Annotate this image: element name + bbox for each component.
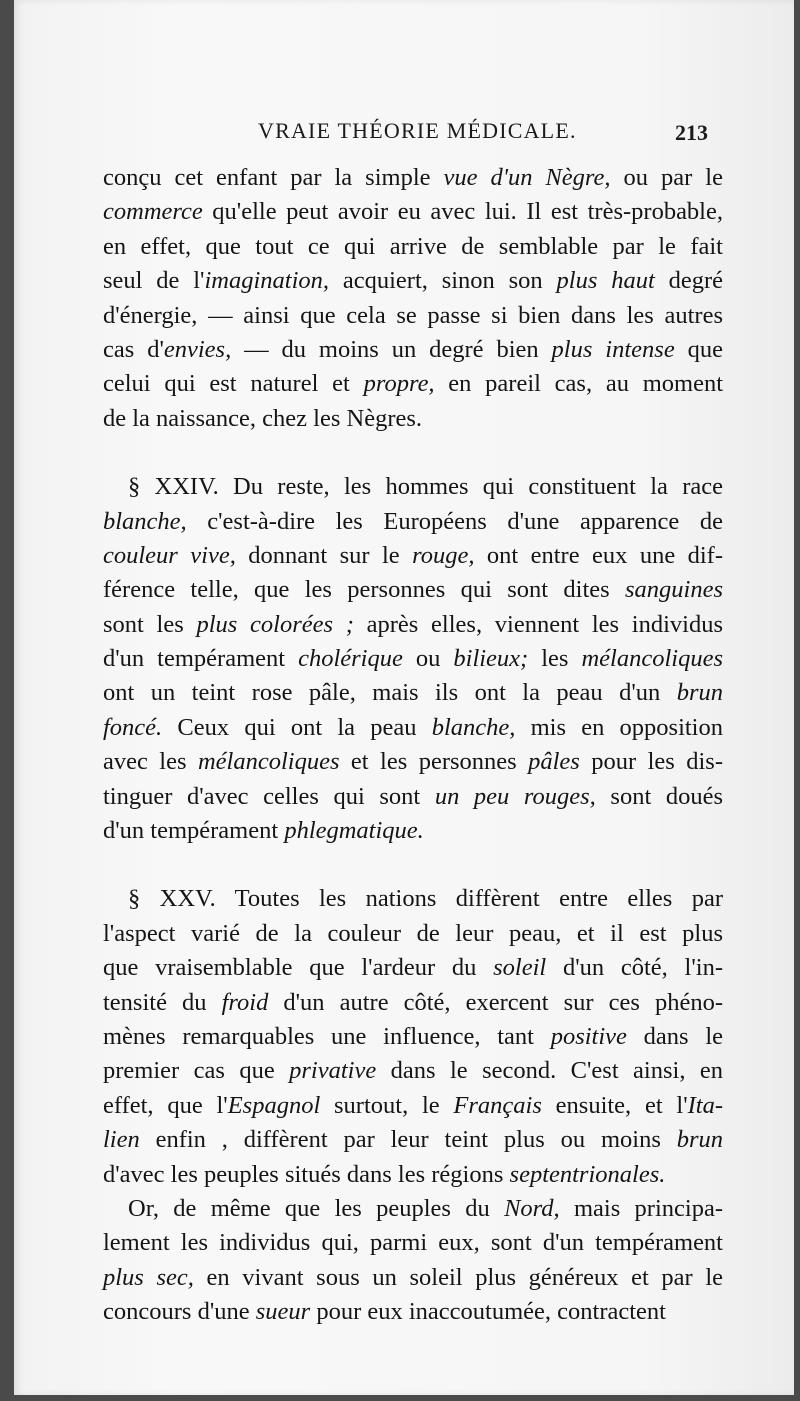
text-segment: conçu cet enfant par la simple (103, 164, 444, 191)
italic-text: foncé. (103, 713, 163, 741)
text-segment: ou par le (610, 164, 723, 191)
text-segment: — du moins un degré bien (231, 335, 552, 363)
italic-text: soleil (493, 954, 547, 982)
text-segment: premier cas que (103, 1057, 290, 1085)
italic-text: imagination, (204, 267, 330, 295)
paragraph (103, 161, 723, 436)
italic-text: mélancoliques (197, 748, 340, 776)
text-segment: sont doués (595, 782, 723, 810)
text-segment: d'un tempérament (103, 645, 299, 673)
text-line (103, 1295, 723, 1329)
italic-text: envies, (163, 335, 232, 363)
text-segment: degré (654, 267, 723, 295)
text-segment: seul de l' (103, 267, 205, 295)
italic-text: Espagnol (227, 1091, 321, 1119)
text-segment: concours d'une (103, 1298, 256, 1326)
text-line (103, 505, 723, 539)
text-segment: ensuite, et l' (541, 1091, 688, 1119)
italic-text: vue d'un Nègre, (443, 164, 611, 191)
text-line (103, 1020, 723, 1054)
text-segment: tensité du (103, 988, 222, 1016)
text-segment: surtout, le (320, 1091, 454, 1119)
text-line (103, 642, 723, 676)
text-segment: d'un autre côté, exercent sur ces phéno- (268, 988, 723, 1016)
text-line (103, 539, 723, 573)
page-number: 213 (675, 120, 708, 145)
italic-text: couleur vive, (103, 541, 236, 569)
italic-text: Français (453, 1091, 542, 1119)
text-line (103, 1192, 723, 1226)
paragraph (103, 1192, 723, 1330)
text-line (103, 917, 723, 951)
text-line (103, 986, 723, 1020)
text-line (103, 1158, 723, 1192)
italic-text: Ita- (687, 1091, 723, 1119)
italic-text: plus sec, (103, 1263, 194, 1291)
text-segment: effet, que l' (103, 1091, 228, 1119)
running-title: VRAIE THÉORIE MÉDICALE. (258, 118, 577, 143)
italic-text: propre, (363, 370, 435, 398)
italic-text: brun (676, 1126, 723, 1154)
text-segment: mis en opposition (515, 713, 723, 741)
text-line (103, 1089, 723, 1123)
text-line (103, 402, 723, 436)
text-segment: Or, de même que les peuples du (128, 1194, 505, 1222)
italic-text: septentrionales. (509, 1160, 666, 1188)
text-segment: d'énergie, — ainsi que cela se passe si bien dans les autres (103, 301, 723, 329)
italic-text: froid (221, 988, 269, 1016)
italic-text: phlegmatique. (284, 817, 424, 845)
italic-text: blanche, (431, 713, 516, 741)
text-line (103, 367, 723, 401)
text-segment: avec les (103, 748, 198, 776)
text-line (103, 299, 723, 333)
italic-text: sueur (255, 1298, 311, 1326)
paragraph (103, 470, 723, 848)
text-segment: mènes remarquables une influence, tant (103, 1022, 551, 1050)
text-line (103, 470, 723, 504)
text-segment: en pareil cas, au moment (434, 370, 723, 398)
text-segment: ont entre eux une dif- (474, 541, 723, 569)
text-line (103, 1054, 723, 1088)
text-line (103, 333, 723, 367)
text-segment: c'est-à-dire les Européens d'une apparence de (186, 507, 723, 535)
page-header (0, 118, 800, 148)
text-line (103, 711, 723, 745)
italic-text: commerce (103, 198, 203, 226)
italic-text: bilieux; (453, 645, 529, 673)
text-line (103, 882, 723, 916)
text-segment: dans le second. C'est ainsi, en (376, 1057, 723, 1085)
text-line (103, 1123, 723, 1157)
text-segment: celui qui est naturel et (103, 370, 364, 398)
italic-text: plus intense (551, 335, 675, 363)
body-text (103, 161, 723, 1330)
text-segment: ont un teint rose pâle, mais ils ont la peau d'un (103, 679, 677, 707)
text-segment: en effet, que tout ce qui arrive de semblable par le fait (103, 232, 723, 260)
text-line (103, 195, 723, 229)
text-segment: d'un côté, l'in- (546, 954, 723, 982)
text-segment: en vivant sous un soleil plus généreux et par le (193, 1263, 724, 1291)
italic-text: plus colorées ; (196, 610, 354, 638)
text-segment: après elles, viennent les individus (353, 610, 724, 638)
text-segment: que vraisemblable que l'ardeur du (103, 954, 494, 982)
text-segment: lement les individus qui, parmi eux, sont d'un tempérament (103, 1229, 723, 1257)
text-line (103, 230, 723, 264)
text-line (103, 745, 723, 779)
italic-text: Nord, (504, 1194, 560, 1222)
text-segment: tinguer d'avec celles qui sont (103, 782, 435, 810)
italic-text: sanguines (625, 576, 723, 604)
text-line (103, 1226, 723, 1260)
text-segment: férence telle, que les personnes qui sont dites (103, 576, 625, 604)
text-segment: qu'elle peut avoir eu avec lui. Il est très-probable, (202, 198, 723, 226)
text-segment: § XXIV. Du reste, les hommes qui constituent la race (128, 473, 723, 501)
text-line (103, 1261, 723, 1295)
text-segment: et les personnes (339, 748, 529, 776)
text-segment: § XXV. Toutes les nations diffèrent entre elles par (128, 885, 723, 913)
text-segment: pour les dis- (579, 748, 724, 776)
text-segment: les (528, 645, 582, 673)
text-segment: ou (402, 645, 454, 673)
italic-text: positive (550, 1022, 627, 1050)
italic-text: blanche, (103, 507, 187, 535)
italic-text: pâles (528, 748, 580, 776)
text-line (103, 264, 723, 298)
text-line (103, 608, 723, 642)
text-line (103, 780, 723, 814)
text-segment: d'avec les peuples situés dans les régions (103, 1160, 510, 1188)
text-segment: donnant sur le (235, 541, 413, 569)
text-line (103, 951, 723, 985)
text-segment: d'un tempérament (103, 817, 285, 845)
text-segment: sont les (103, 610, 197, 638)
text-segment: Ceux qui ont la peau (162, 713, 432, 741)
text-line (103, 161, 723, 195)
italic-text: un peu rouges, (434, 782, 596, 810)
text-line (103, 676, 723, 710)
text-segment: pour eux inaccoutumée, contractent (310, 1298, 666, 1326)
italic-text: cholérique (298, 645, 403, 673)
text-segment: enfin , diffèrent par leur teint plus ou moins (139, 1126, 677, 1154)
italic-text: brun (676, 679, 723, 707)
text-segment: cas d' (103, 335, 164, 363)
text-segment: que (674, 335, 723, 363)
italic-text: rouge, (412, 541, 475, 569)
text-segment: dans le (626, 1022, 723, 1050)
text-line (103, 814, 723, 848)
paragraph (103, 882, 723, 1192)
italic-text: plus haut (556, 267, 655, 295)
italic-text: mélancoliques (581, 645, 723, 673)
text-line (103, 573, 723, 607)
italic-text: privative (289, 1057, 377, 1085)
text-segment: l'aspect varié de la couleur de leur peau, et il est plus (103, 919, 723, 947)
italic-text: lien (103, 1126, 140, 1154)
text-segment: de la naissance, chez les Nègres. (103, 404, 423, 432)
text-segment: acquiert, sinon son (329, 267, 557, 295)
paragraph-spacing (103, 848, 723, 882)
text-segment: mais principa- (559, 1194, 723, 1222)
paragraph-spacing (103, 436, 723, 470)
